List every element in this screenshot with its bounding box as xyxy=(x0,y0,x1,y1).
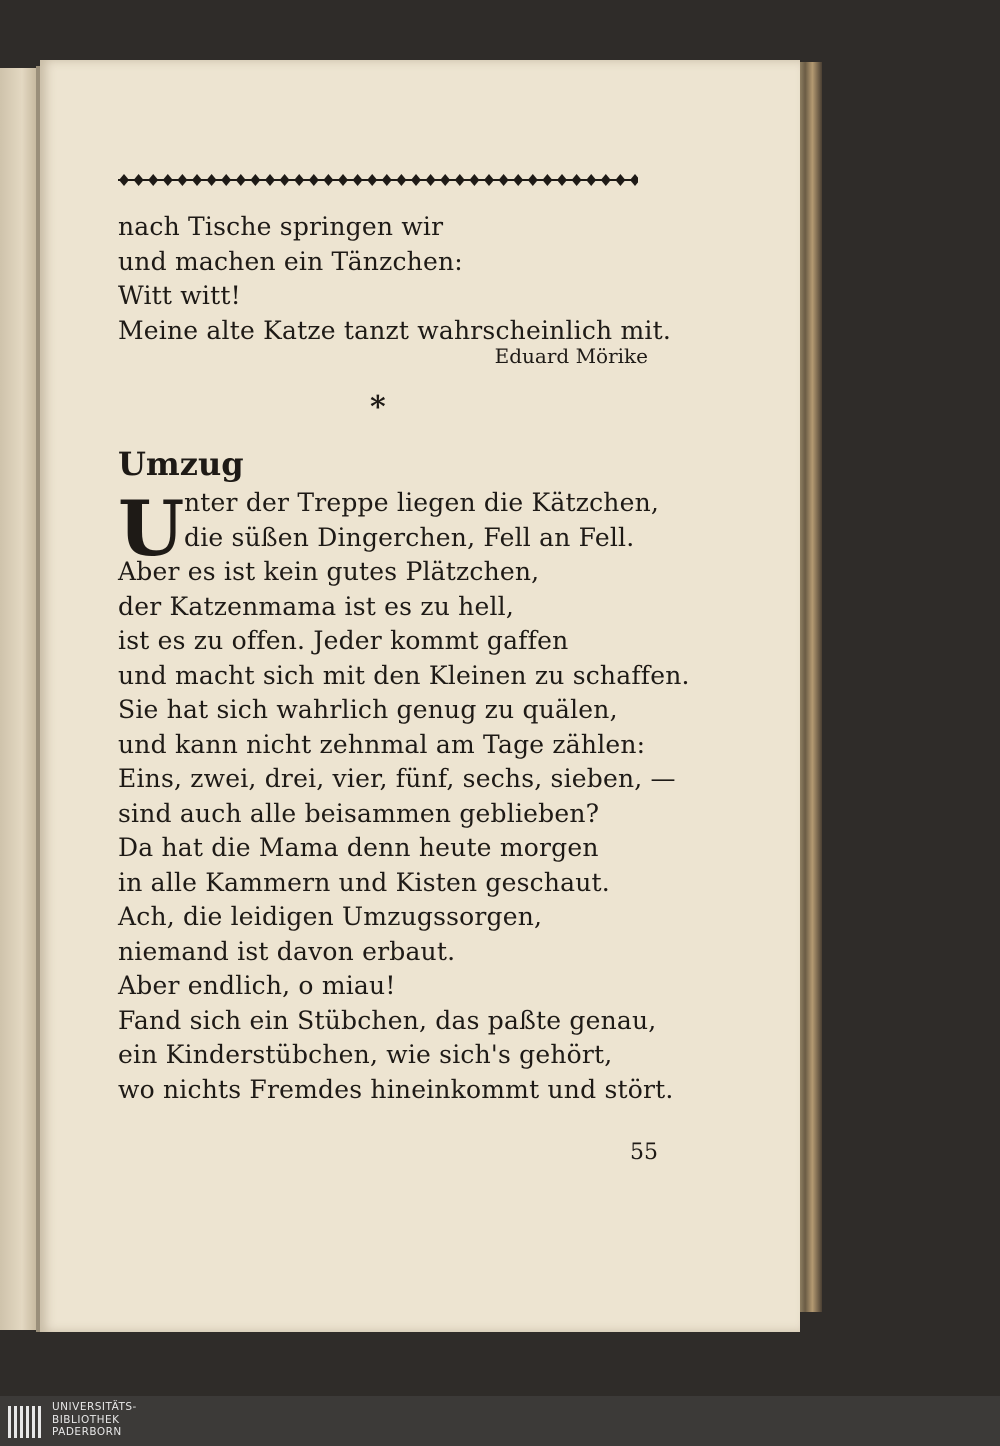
ornament-diamond xyxy=(294,174,304,186)
ornamental-rule xyxy=(118,170,638,190)
poem-line: Witt witt! xyxy=(118,281,241,310)
poem-line: und machen ein Tänzchen: xyxy=(118,246,463,276)
ornament-diamond xyxy=(572,174,582,186)
poem-title: Umzug xyxy=(118,445,244,483)
poem-line: Aber es ist kein gutes Plätzchen, xyxy=(118,557,540,586)
poem-line: nter der Treppe liegen die Kätzchen, xyxy=(184,488,660,517)
library-footer xyxy=(0,1396,1000,1446)
poem-line: wo nichts Fremdes hineinkommt und stört. xyxy=(118,1074,674,1104)
ornament-diamond xyxy=(177,174,187,186)
poem-line: Eins, zwei, drei, vier, fünf, sechs, sieben, — xyxy=(118,764,676,793)
ornament-diamond xyxy=(353,174,363,186)
ornament-diamond xyxy=(615,174,625,186)
ornament-diamond xyxy=(265,174,275,186)
ornament-diamond xyxy=(207,174,217,186)
poem-line: Fand sich ein Stübchen, das paßte genau, xyxy=(118,1005,657,1035)
poem-fragment xyxy=(118,210,671,348)
poem-line: Ach, die leidigen Umzugssorgen, xyxy=(118,902,543,931)
ornament-diamond xyxy=(236,174,246,186)
drop-capital: U xyxy=(118,484,185,573)
ornament-diamond xyxy=(455,174,465,186)
ornament-diamond xyxy=(192,174,202,186)
library-name xyxy=(52,1401,137,1439)
poem-line: niemand ist davon erbaut. xyxy=(118,936,456,966)
ornament-diamond xyxy=(586,174,596,186)
poem-line: nach Tische springen wir xyxy=(118,212,444,241)
separator-asterisk: * xyxy=(370,390,386,425)
poem-line: Meine alte Katze tanzt wahrscheinlich mit. xyxy=(118,315,671,345)
ornament-diamond xyxy=(557,174,567,186)
poem-line: ist es zu offen. Jeder kommt gaffen xyxy=(118,626,569,655)
ornament-diamond xyxy=(411,174,421,186)
library-name-line: PADERBORN xyxy=(52,1426,122,1438)
poem-line: Aber endlich, o miau! xyxy=(118,971,396,1000)
ornament-diamond xyxy=(630,174,638,186)
ornament-diamond xyxy=(119,174,129,186)
author-name: Eduard Mörike xyxy=(494,344,648,368)
poem-umzug xyxy=(118,486,690,1107)
ornament-diamond xyxy=(280,174,290,186)
poem-line: Sie hat sich wahrlich genug zu quälen, xyxy=(118,695,618,724)
poem-line: und macht sich mit den Kleinen zu schaffen. xyxy=(118,660,690,690)
ornament-diamond xyxy=(426,174,436,186)
ornament-diamond xyxy=(499,174,509,186)
ornament-diamond xyxy=(323,174,333,186)
ornament-diamond xyxy=(542,174,552,186)
ornament-diamond xyxy=(396,174,406,186)
ornament-diamond xyxy=(221,174,231,186)
ornament-diamond xyxy=(163,174,173,186)
poem-line: die süßen Dingerchen, Fell an Fell. xyxy=(184,522,635,552)
library-name-line: UNIVERSITÄTS- xyxy=(52,1401,137,1413)
ornament-diamond xyxy=(134,174,144,186)
ornament-diamond xyxy=(528,174,538,186)
ornament-diamond xyxy=(309,174,319,186)
page-number: 55 xyxy=(630,1140,658,1165)
poem-line: und kann nicht zehnmal am Tage zählen: xyxy=(118,729,646,759)
library-logo-icon xyxy=(6,1402,46,1442)
ornament-diamond xyxy=(484,174,494,186)
ornament-diamond xyxy=(382,174,392,186)
ornament-diamond xyxy=(601,174,611,186)
ornament-diamond xyxy=(250,174,260,186)
ornament-diamond xyxy=(367,174,377,186)
poem-line: sind auch alle beisammen geblieben? xyxy=(118,798,600,828)
ornament-diamond xyxy=(513,174,523,186)
library-name-line: BIBLIOTHEK xyxy=(52,1413,120,1426)
poem-line: Da hat die Mama denn heute morgen xyxy=(118,833,599,862)
ornament-diamond xyxy=(469,174,479,186)
poem-line: in alle Kammern und Kisten geschaut. xyxy=(118,867,610,897)
page-block-edge xyxy=(798,62,822,1312)
poem-line: der Katzenmama ist es zu hell, xyxy=(118,591,515,621)
ornament-diamond xyxy=(148,174,158,186)
poem-line: ein Kinderstübchen, wie sich's gehört, xyxy=(118,1040,613,1069)
ornament-diamond xyxy=(338,174,348,186)
ornament-diamond xyxy=(440,174,450,186)
